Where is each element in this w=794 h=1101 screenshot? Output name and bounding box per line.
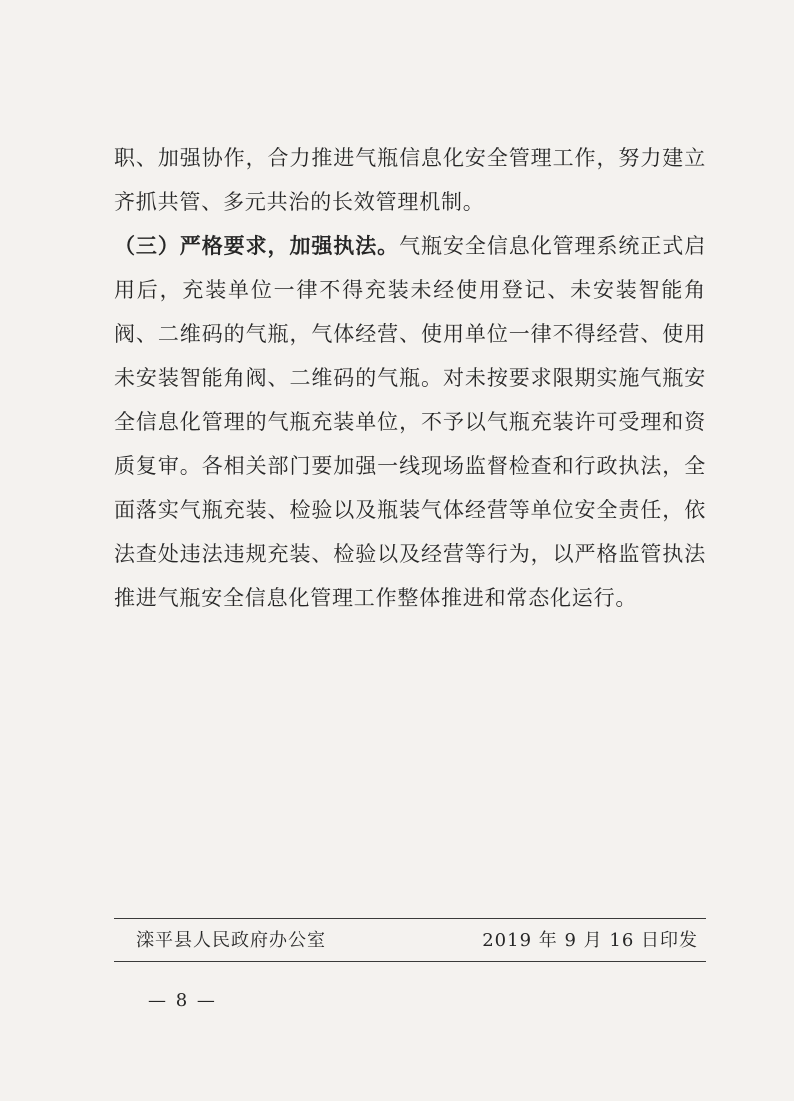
- body-paragraph-2: [114, 224, 706, 620]
- body-paragraph-1: 职、加强协作，合力推进气瓶信息化安全管理工作，努力建立齐抓共管、多元共治的长效管理机制。: [114, 146, 706, 214]
- page-number: — 8 —: [148, 990, 217, 1011]
- issuer-name: 滦平县人民政府办公室: [136, 930, 326, 951]
- issue-date: 2019 年 9 月 16 日印发: [482, 930, 698, 951]
- footer-top-rule: [114, 918, 706, 919]
- section-heading: （三）严格要求，加强执法。: [114, 234, 400, 258]
- section-body-text: 气瓶安全信息化管理系统正式启用后，充装单位一律不得充装未经使用登记、未安装智能角阀、二维码的气瓶，气体经营、使用单位一律不得经营、使用未安装智能角阀、二维码的气瓶。对未按要求限期实施气瓶安全信息化管理的气瓶充装单位，不予以气瓶充装许可受理和资质复审。各相关部门要加强一线现场监督检查和行政执法，全面落实气瓶充装、检验以及瓶装气体经营等单位安全责任，依法查处违法违规充装、检验以及经营等行为，以严格监管执法推进气瓶安全信息化管理工作整体推进和常态化运行。: [114, 234, 707, 610]
- footer-bottom-rule: [114, 961, 706, 962]
